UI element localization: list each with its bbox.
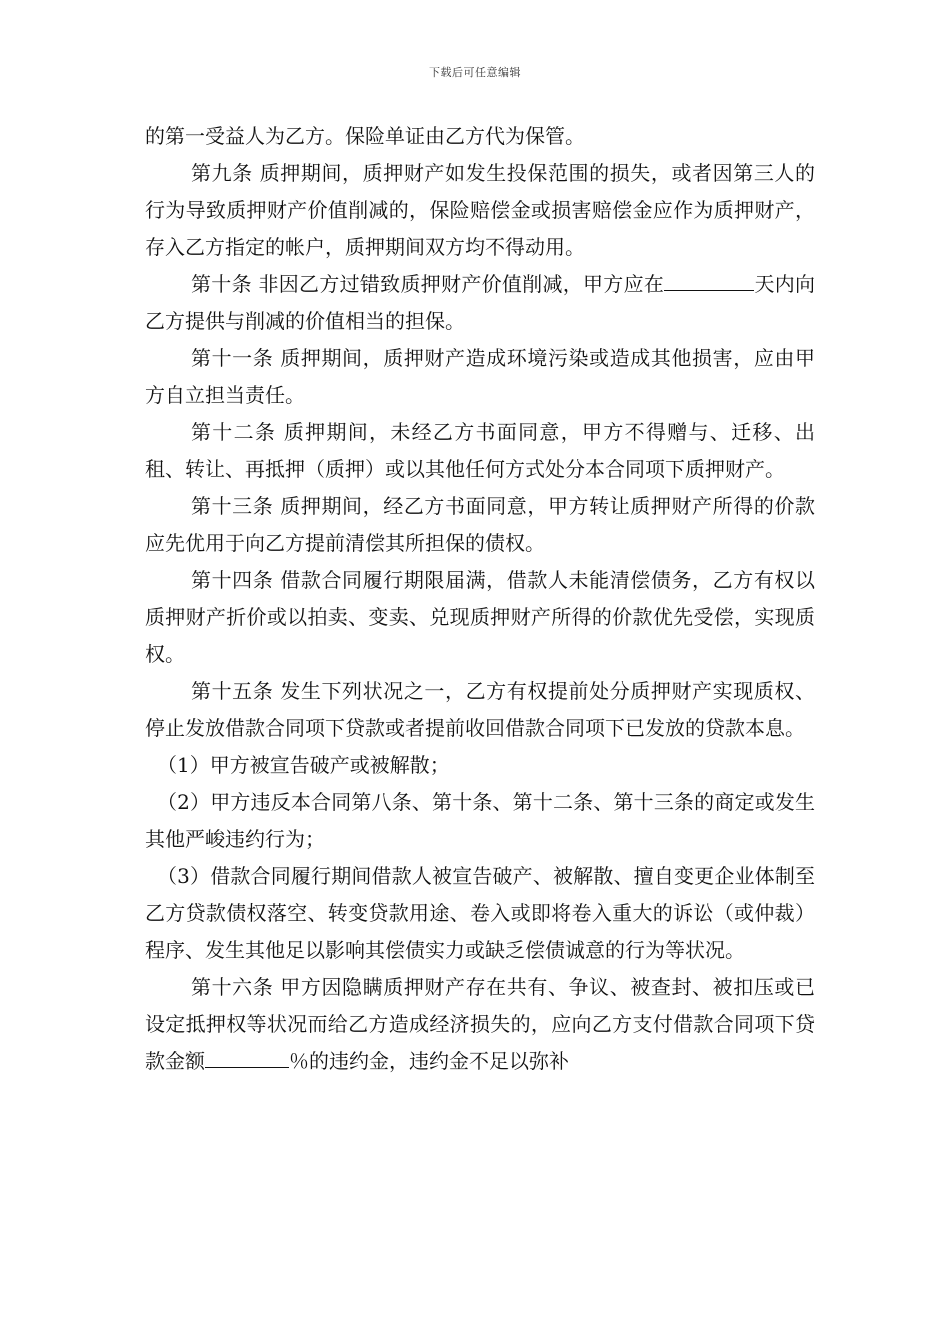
list-item-2: （2）甲方违反本合同第八条、第十条、第十二条、第十三条的商定或发生其他严峻违约行为； bbox=[145, 790, 815, 851]
article-16-text-b: ％的违约金，违约金不足以弥补 bbox=[289, 1049, 569, 1073]
article-16-text-a: 第十六条 甲方因隐瞒质押财产存在共有、争议、被查封、被扣压或已设定抵押权等状况而给乙方造成经济损失的，应向乙方支付借款合同项下贷款金额 bbox=[145, 975, 815, 1073]
article-12: 第十二条 质押期间，未经乙方书面同意，甲方不得赠与、迁移、出租、转让、再抵押（质押）或以其他任何方式处分本合同项下质押财产。 bbox=[145, 420, 815, 481]
page-header: 下载后可任意编辑 bbox=[429, 66, 521, 79]
article-10 bbox=[145, 266, 815, 340]
article-16 bbox=[145, 969, 815, 1080]
article-14: 第十四条 借款合同履行期限届满，借款人未能清偿债务，乙方有权以质押财产折价或以拍卖、变卖、兑现质押财产所得的价款优先受偿，实现质权。 bbox=[145, 568, 815, 666]
article-9: 第九条 质押期间，质押财产如发生投保范围的损失，或者因第三人的行为导致质押财产价值削减的，保险赔偿金或损害赔偿金应作为质押财产，存入乙方指定的帐户，质押期间双方均不得动用。 bbox=[145, 161, 815, 259]
document-body bbox=[145, 118, 815, 1080]
fill-blank-days-line2 bbox=[734, 268, 754, 291]
fill-blank-percent bbox=[205, 1045, 289, 1068]
list-item-3: （3）借款合同履行期间借款人被宣告破产、被解散、擅自变更企业体制至乙方贷款债权落空、转变贷款用途、卷入或即将卷入重大的诉讼（或仲裁）程序、发生其他足以影响其偿债实力或缺乏偿债诚意的行为等状况。 bbox=[145, 864, 815, 962]
article-10-text-a: 第十条 非因乙方过错致质押财产价值削减，甲方应在 bbox=[191, 272, 665, 296]
article-15: 第十五条 发生下列状况之一，乙方有权提前处分质押财产实现质权、停止发放借款合同项下贷款或者提前收回借款合同项下已发放的贷款本息。 bbox=[145, 679, 815, 740]
paragraph-continuation: 的第一受益人为乙方。保险单证由乙方代为保管。 bbox=[145, 124, 585, 148]
article-10-text-b: 天内向乙方提供与削减的价值相当的担保。 bbox=[145, 272, 816, 333]
article-13: 第十三条 质押期间，经乙方书面同意，甲方转让质押财产所得的价款应先优用于向乙方提前清偿其所担保的债权。 bbox=[145, 494, 815, 555]
article-11: 第十一条 质押期间，质押财产造成环境污染或造成其他损害，应由甲方自立担当责任。 bbox=[145, 346, 815, 407]
list-item-1: （1）甲方被宣告破产或被解散； bbox=[157, 753, 450, 777]
fill-blank-days-line1 bbox=[664, 268, 734, 291]
